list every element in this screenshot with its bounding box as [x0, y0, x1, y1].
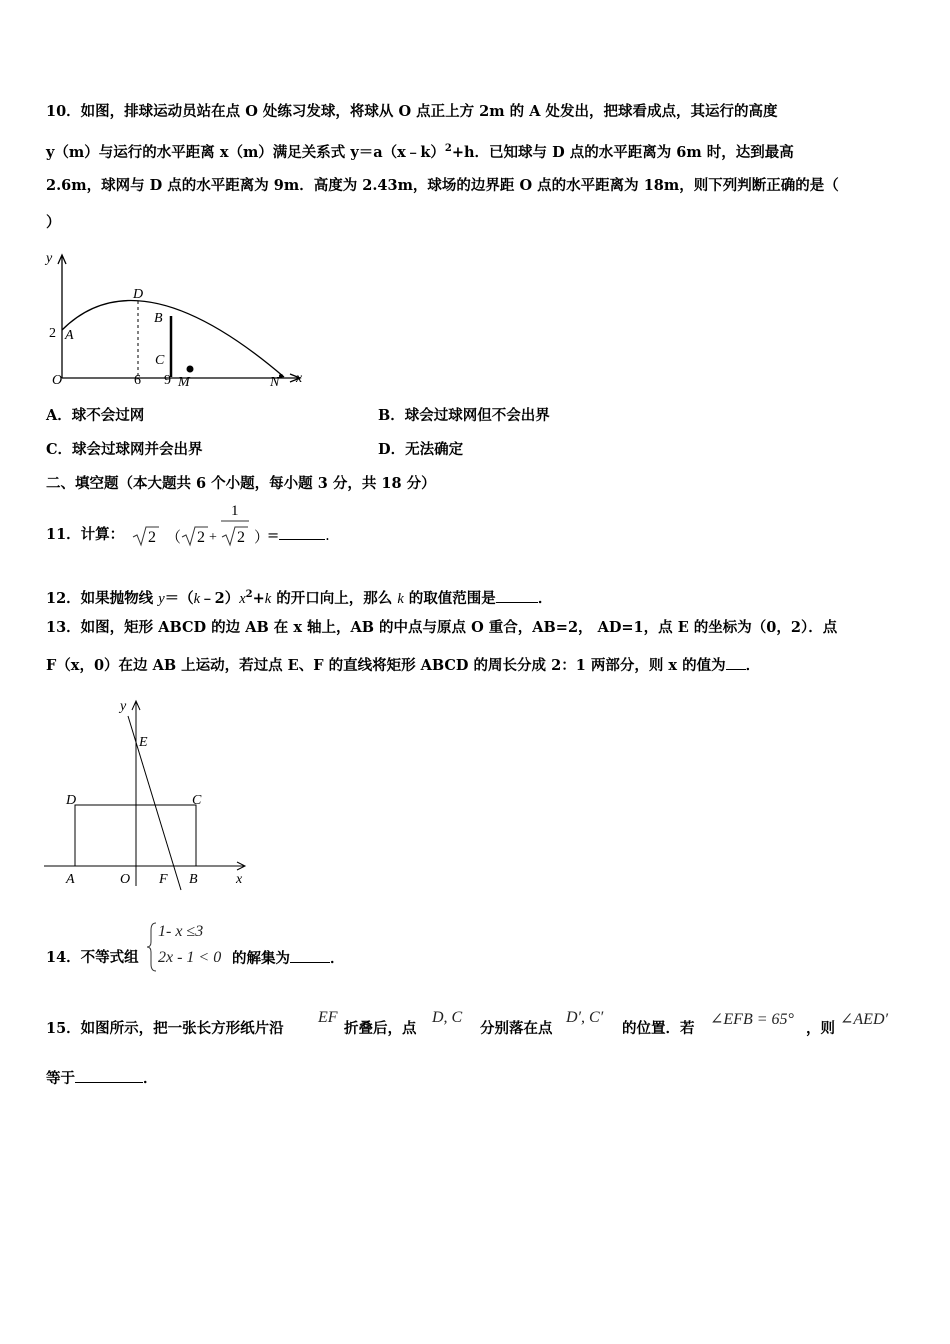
svg-text:2: 2: [148, 529, 156, 546]
section-2-heading: 二、填空题（本大题共 6 个小题，每小题 3 分，共 18 分）: [46, 475, 436, 492]
q10-line1: 10．如图，排球运动员站在点 O 处练习发球，将球从 O 点正上方 2m 的 A 处发出，把球看成点，其运行的高度: [46, 103, 778, 120]
svg-text:（: （: [166, 530, 182, 546]
q15-text-2: 折叠后，点: [344, 1020, 417, 1037]
q13-line1: 13．如图，矩形 ABCD 的边 AB 在 x 轴上，AB 的中点与原点 O 重合，AB=2， AD=1，点 E 的坐标为（0，2）．点: [46, 619, 838, 636]
svg-text:2: 2: [197, 529, 205, 546]
q11-prefix: 11．计算：: [46, 526, 125, 543]
q10-label-x: x: [296, 371, 303, 386]
q10-label-b: B: [154, 311, 163, 326]
q14-inequality-1: 1- x ≤3: [158, 923, 204, 940]
q13-label-b: B: [189, 872, 198, 887]
q10-label-2: 2: [49, 326, 56, 341]
q10-point-n: [279, 374, 283, 378]
q10-label-6: 6: [134, 373, 141, 388]
q15-dc-prime: D′, C′: [566, 1009, 604, 1026]
q14-blank[interactable]: [290, 948, 330, 963]
q10-label-a: A: [65, 328, 74, 343]
q11-blank[interactable]: [279, 525, 325, 540]
q15-ef: EF: [318, 1009, 338, 1026]
q13-label-o: O: [120, 872, 131, 887]
q14-suffix: 的解集为 ．: [232, 950, 345, 967]
q10-line4: ）: [46, 214, 61, 231]
q15-text-1: 15．如图所示，把一张长方形纸片沿: [46, 1020, 284, 1037]
q13-blank[interactable]: [726, 655, 746, 670]
q10-trajectory: [62, 301, 284, 377]
q13-label-d: D: [66, 793, 77, 808]
q10-label-c: C: [155, 353, 165, 368]
q15-text-5: ，则: [806, 1020, 835, 1037]
q10-axes: [58, 255, 300, 382]
svg-text:2: 2: [237, 529, 245, 546]
q13-label-x: x: [236, 872, 243, 887]
q11-expression: [128, 500, 278, 552]
q13-figure: [44, 694, 254, 894]
q12-line: 12．如果抛物线 $y=(k﹣2)x^2+k$ 的开口向上，那么 k 的取值范围是 ．: [46, 589, 553, 607]
q15-text-3: 分别落在点: [480, 1020, 553, 1037]
q13-label-a: A: [66, 872, 75, 887]
q15-text-4: 的位置．若: [622, 1020, 695, 1037]
q15-dc: D, C: [432, 1009, 463, 1026]
q14-inequality-2: 2x - 1 < 0: [158, 949, 222, 966]
svg-text:+: +: [209, 530, 217, 545]
q13-label-y: y: [120, 699, 127, 714]
q10-option-a: A．球不会过网: [46, 407, 145, 424]
q11-answer: = .: [267, 525, 330, 546]
q10-label-m: M: [178, 375, 190, 390]
q10-point-m: [187, 366, 194, 373]
q13-label-f: F: [159, 872, 168, 887]
q10-option-d: D．无法确定: [378, 441, 464, 458]
q10-label-d: D: [133, 287, 144, 302]
q14-brace: [146, 920, 158, 974]
q15-angle-efb: ∠EFB = 65°: [710, 1011, 794, 1028]
q10-line2: y（m）与运行的水平距离 x（m）满足关系式 y＝a（x﹣k）$^2$+h．已知球与 D 点的水平距离为 6m 时，达到最高: [46, 143, 794, 161]
q10-option-b: B．球会过球网但不会出界: [378, 407, 550, 424]
q15-blank[interactable]: [75, 1068, 143, 1083]
q12-blank[interactable]: [496, 588, 538, 603]
q13-line2: F（x，0）在边 AB 上运动，若过点 E、F 的直线将矩形 ABCD 的周长分成 2：1 两部分，则 x 的值为 ．: [46, 657, 761, 674]
q10-option-c: C．球会过球网并会出界: [46, 441, 203, 458]
q13-label-e: E: [139, 735, 148, 750]
q10-label-y: y: [46, 251, 53, 266]
svg-text:1: 1: [231, 503, 239, 519]
q13-label-c: C: [192, 793, 202, 808]
q10-line3: 2.6m，球网与 D 点的水平距离为 9m．高度为 2.43m，球场的边界距 O 点的水平距离为 18m，则下列判断正确的是（: [46, 177, 839, 194]
svg-text:）: ）: [254, 530, 270, 546]
q15-angle-aed: ∠AED′: [840, 1011, 889, 1028]
q10-figure: [44, 246, 314, 392]
q10-label-o: O: [52, 373, 63, 388]
q15-line2: 等于 ．: [46, 1070, 158, 1087]
q10-label-9: 9: [164, 373, 171, 388]
q10-label-n: N: [270, 375, 280, 390]
q14-prefix: 14．不等式组: [46, 949, 139, 966]
